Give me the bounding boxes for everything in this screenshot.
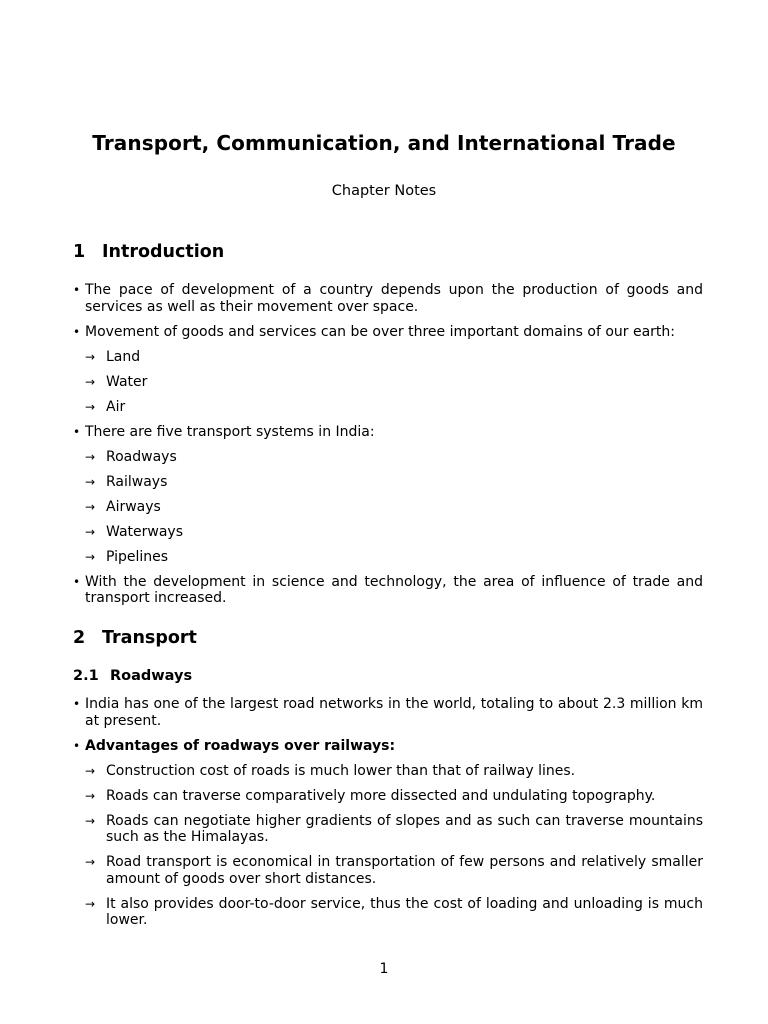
arrow-right-icon: →	[85, 549, 96, 564]
sub-list-item: → Airways	[85, 498, 161, 515]
bullet-icon: •	[73, 574, 81, 589]
arrow-right-icon: →	[85, 855, 96, 869]
arrow-right-icon: →	[85, 763, 96, 778]
subsection-title: Roadways	[110, 668, 193, 684]
section-number: 1	[73, 242, 86, 262]
list-item: • Movement of goods and services can be over three important domains of our earth:	[73, 323, 675, 340]
roadways-list	[73, 696, 703, 937]
sub-list-item: → Roads can traverse comparatively more dissected and undulating topography.	[85, 787, 656, 804]
list-item: • There are five transport systems in India:	[73, 423, 375, 440]
sub-list-item: → Land	[85, 348, 141, 365]
arrow-right-icon: →	[85, 349, 96, 364]
bullet-icon: •	[73, 697, 81, 711]
subsection-heading-roadways	[73, 668, 192, 684]
section-heading-transport	[73, 628, 197, 648]
sub-list-item: → Water	[85, 373, 148, 390]
sub-list-item: → Air	[85, 398, 126, 415]
sub-list-item: → Roads can negotiate higher gradients of slopes and as such can traverse mountains such as the Himalayas.	[85, 812, 703, 845]
section-heading-introduction	[73, 242, 224, 262]
list-item: • India has one of the largest road networks in the world, totaling to about 2.3 million km at present.	[73, 696, 703, 729]
arrow-right-icon: →	[85, 788, 96, 803]
sub-list-item: → Waterways	[85, 523, 183, 540]
page-number: 1	[379, 961, 389, 977]
list-item: • The pace of development of a country depends upon the production of goods and services as well as their movement over space.	[73, 282, 703, 315]
arrow-right-icon: →	[85, 499, 96, 514]
sub-list-item: → It also provides door-to-door service, thus the cost of loading and unloading is much lower.	[85, 895, 703, 928]
document-title: Transport, Communication, and International Trade	[92, 131, 676, 155]
sub-list-item: → Construction cost of roads is much lower than that of railway lines.	[85, 762, 576, 779]
bullet-icon: •	[73, 738, 81, 753]
sub-list-item: → Road transport is economical in transportation of few persons and relatively smaller amount of goods over short distances.	[85, 854, 703, 887]
sub-list-item: → Railways	[85, 473, 168, 490]
list-item: • Advantages of roadways over railways:	[73, 737, 396, 754]
arrow-right-icon: →	[85, 399, 96, 414]
arrow-right-icon: →	[85, 813, 96, 828]
arrow-right-icon: →	[85, 524, 96, 539]
arrow-right-icon: →	[85, 374, 96, 389]
sub-list-item: → Pipelines	[85, 548, 169, 565]
document-subtitle: Chapter Notes	[331, 183, 437, 199]
bullet-icon: •	[73, 324, 81, 339]
introduction-list	[73, 282, 703, 615]
list-item: • With the development in science and technology, the area of influence of trade and transport increased.	[73, 573, 703, 606]
section-title: Introduction	[102, 242, 225, 262]
arrow-right-icon: →	[85, 474, 96, 489]
bullet-icon: •	[73, 283, 81, 297]
sub-list-item: → Roadways	[85, 448, 177, 465]
bullet-icon: •	[73, 424, 81, 439]
arrow-right-icon: →	[85, 449, 96, 464]
section-title: Transport	[102, 628, 197, 648]
arrow-right-icon: →	[85, 896, 96, 911]
subsection-number: 2.1	[73, 668, 99, 684]
section-number: 2	[73, 628, 86, 648]
